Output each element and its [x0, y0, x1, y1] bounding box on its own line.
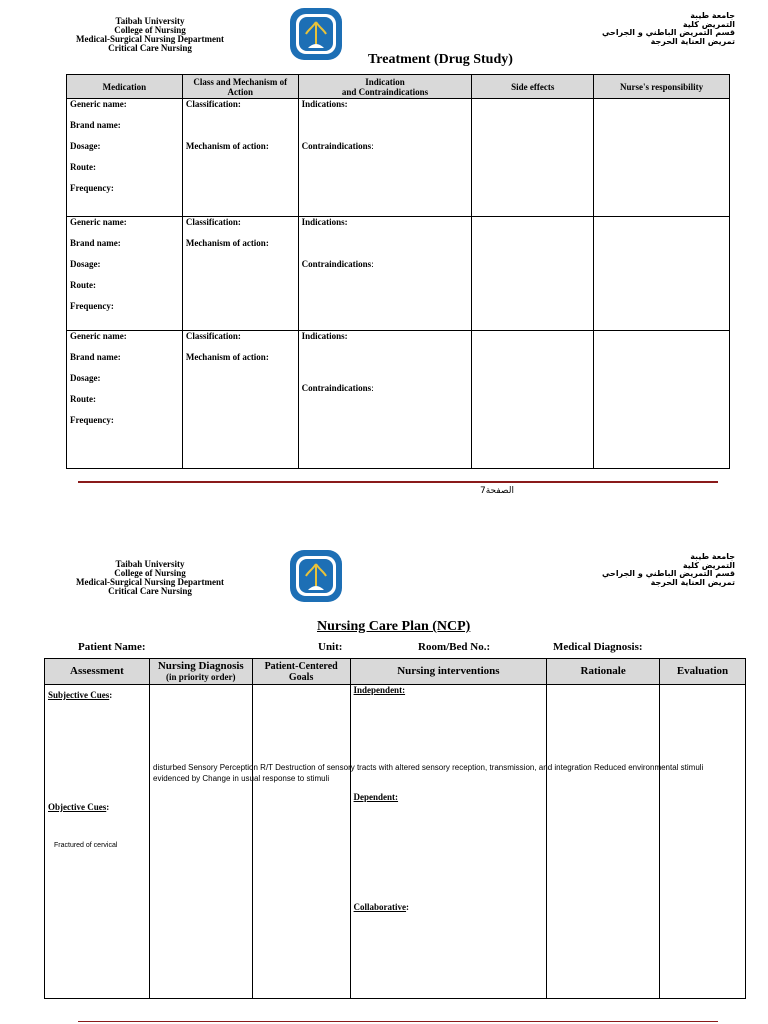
header-english-block-2 — [50, 560, 250, 596]
drug-row — [67, 331, 730, 469]
medication-cell: Generic name: Brand name: Dosage: Route: Frequency: — [67, 99, 183, 217]
page-number-label: 7الصفحة — [480, 486, 514, 496]
col-medication: Medication — [67, 75, 183, 99]
ncp-title: Nursing Care Plan (NCP) — [317, 619, 471, 634]
arabic-line-2: التمريض كلية — [682, 19, 735, 29]
arabic-line-3: قسم التمريض الباطني و الجراحي — [601, 28, 735, 37]
drug-row — [67, 99, 730, 217]
col-rationale: Rationale — [547, 659, 660, 685]
patient-name-field: Patient Name: — [78, 641, 146, 653]
indication-cell: Indications: Contraindications: — [298, 331, 472, 469]
ncp-table — [44, 658, 746, 999]
independent-label: Independent: — [353, 685, 406, 695]
indication-cell: Indications: Contraindications: — [298, 217, 472, 331]
collaborative-label: Collaborative — [353, 902, 407, 912]
drug-row — [67, 217, 730, 331]
col-goals: Patient-Centered Goals — [252, 659, 350, 685]
rationale-cell — [547, 685, 660, 999]
col-side-effects: Side effects — [472, 75, 594, 99]
arabic-line-4: تمريض العناية الحرجة — [650, 36, 735, 46]
class-mechanism-cell: Classification: Mechanism of action: — [182, 99, 298, 217]
side-effects-cell — [472, 331, 594, 469]
university-logo-icon — [286, 4, 346, 64]
dependent-label: Dependent: — [353, 792, 399, 802]
objective-text: Fractured of cervical — [54, 842, 118, 849]
side-effects-cell — [472, 217, 594, 331]
page-divider-2 — [78, 1021, 718, 1022]
class-mechanism-cell: Classification: Mechanism of action: — [182, 217, 298, 331]
interventions-cell: Independent: Dependent: Collaborative: — [350, 685, 547, 999]
assessment-cell: Subjective Cues: Objective Cues: Fractured of cervical — [45, 685, 150, 999]
nurse-responsibility-cell — [594, 217, 730, 331]
unit-name: Critical Care Nursing — [108, 586, 192, 596]
col-indication: Indication and Contraindications — [298, 75, 472, 99]
col-class-mechanism: Class and Mechanism of Action — [182, 75, 298, 99]
department-name: Medical-Surgical Nursing Department — [76, 577, 224, 587]
diagnosis-cell — [149, 685, 252, 999]
medication-cell: Generic name: Brand name: Dosage: Route: Frequency: — [67, 217, 183, 331]
objective-cues-label: Objective Cues — [48, 802, 107, 812]
drug-study-table — [66, 74, 730, 469]
university-logo-icon — [286, 546, 346, 606]
col-interventions: Nursing interventions — [350, 659, 547, 685]
university-name: Taibah University — [115, 559, 185, 569]
header-arabic-block — [535, 12, 735, 46]
goals-cell — [252, 685, 350, 999]
header-english-block — [50, 17, 250, 53]
drug-study-title: Treatment (Drug Study) — [368, 52, 513, 67]
university-name: Taibah University — [115, 16, 185, 26]
nursing-diagnosis-text: disturbed Sensory Perception R/T Destruction of sensory tracts with altered sensory reception, transmission, and integration Reduced environmental stimuli evidenced by Change in usual response to stimuli — [153, 763, 704, 783]
evaluation-cell — [660, 685, 746, 999]
medication-cell: Generic name: Brand name: Dosage: Route: Frequency: — [67, 331, 183, 469]
col-evaluation: Evaluation — [660, 659, 746, 685]
col-assessment: Assessment — [45, 659, 150, 685]
header-arabic-block-2 — [535, 553, 735, 587]
room-bed-field: Room/Bed No.: — [418, 641, 491, 653]
col-nursing-diagnosis: Nursing Diagnosis (in priority order) — [149, 659, 252, 685]
ncp-header-row — [45, 659, 746, 685]
class-mechanism-cell: Classification: Mechanism of action: — [182, 331, 298, 469]
arabic-line-2: التمريض كلية — [682, 560, 735, 570]
nurse-responsibility-cell — [594, 99, 730, 217]
arabic-line-4: تمريض العناية الحرجة — [650, 577, 735, 587]
ncp-body-row — [45, 685, 746, 999]
unit-name: Critical Care Nursing — [108, 43, 192, 53]
college-name: College of Nursing — [114, 25, 186, 35]
col-nurse-responsibility: Nurse's responsibility — [594, 75, 730, 99]
college-name: College of Nursing — [114, 568, 186, 578]
side-effects-cell — [472, 99, 594, 217]
arabic-line-1: جامعة طيبة — [690, 11, 735, 20]
subjective-cues-label: Subjective Cues — [48, 690, 110, 700]
unit-field: Unit: — [318, 641, 343, 653]
medical-diagnosis-field: Medical Diagnosis: — [553, 641, 643, 653]
page-divider — [78, 481, 718, 483]
indication-cell: Indications: Contraindications: — [298, 99, 472, 217]
department-name: Medical-Surgical Nursing Department — [76, 34, 224, 44]
nurse-responsibility-cell — [594, 331, 730, 469]
arabic-line-3: قسم التمريض الباطني و الجراحي — [601, 569, 735, 578]
drug-header-row — [67, 75, 730, 99]
arabic-line-1: جامعة طيبة — [690, 552, 735, 561]
